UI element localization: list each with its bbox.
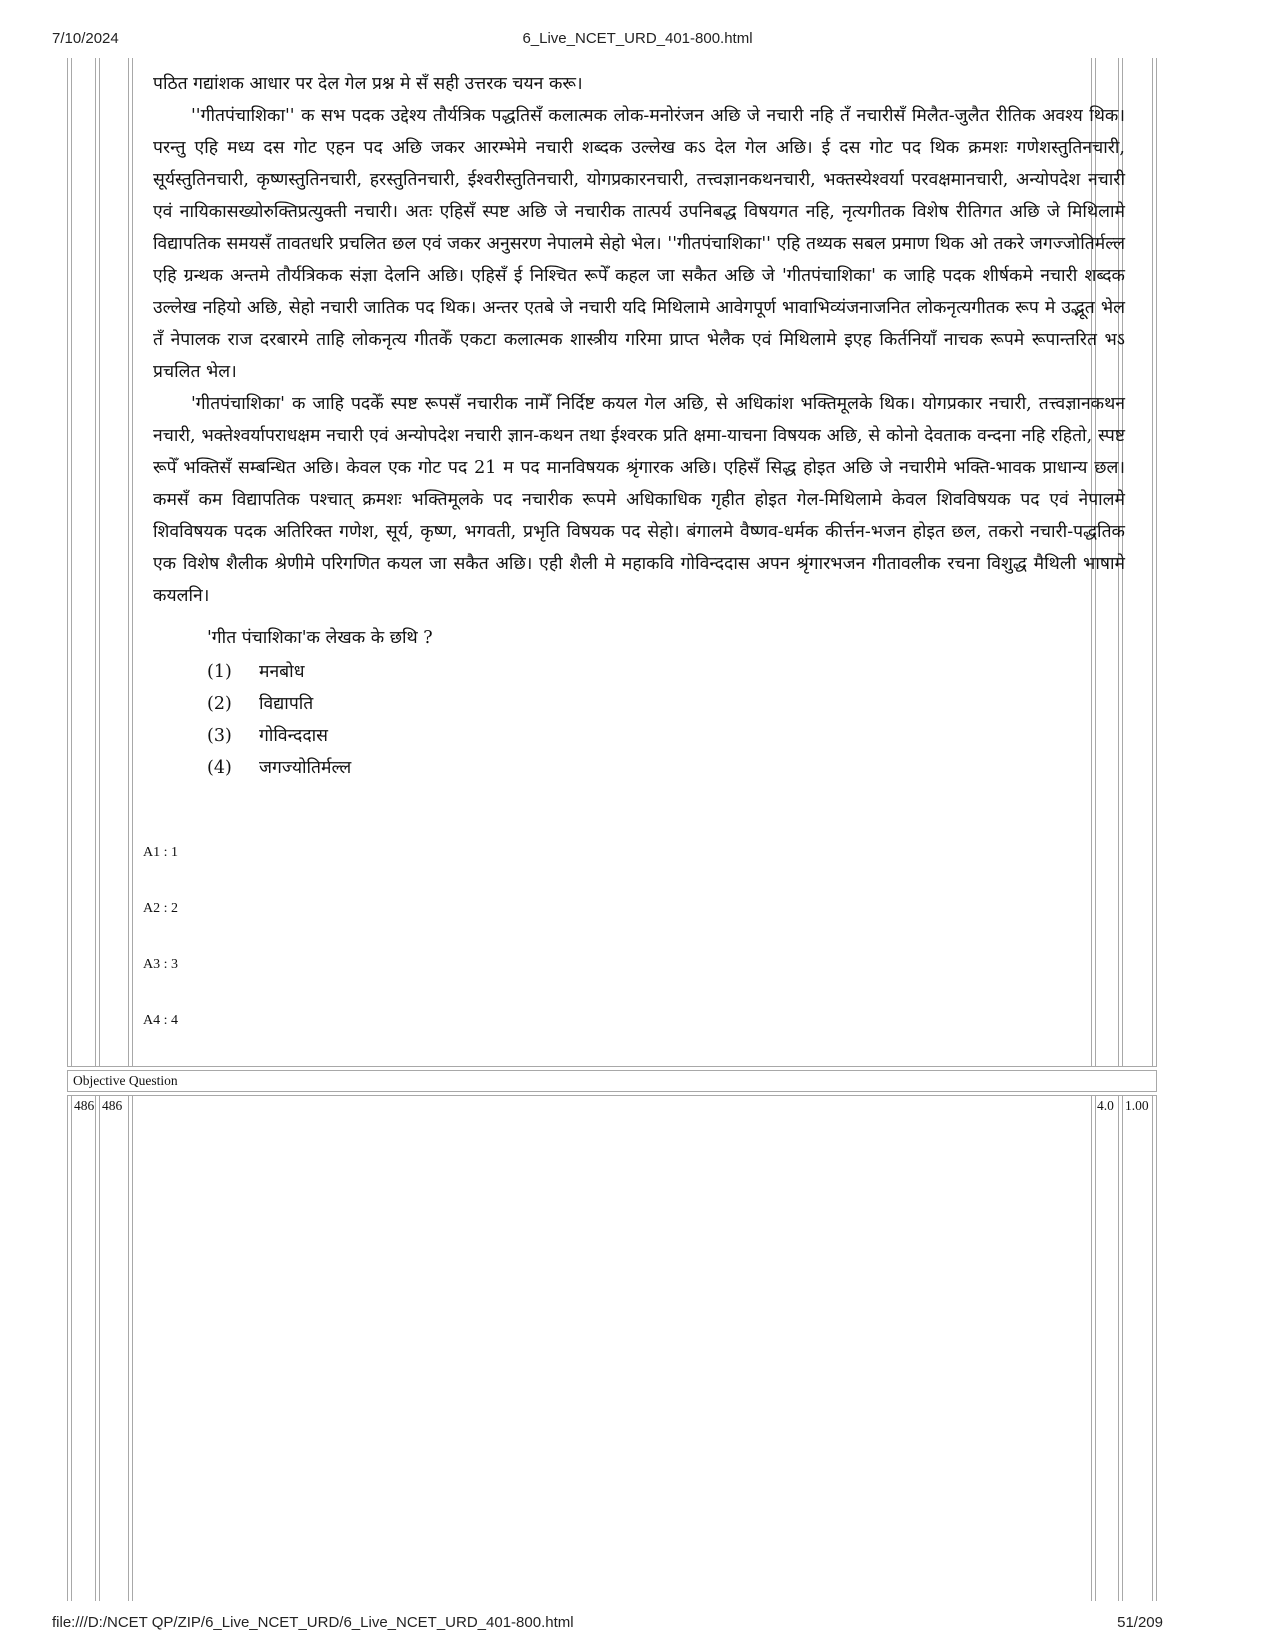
table-border [95,1095,96,1601]
question-type-label: Objective Question [73,1073,178,1088]
table-border [67,1066,1157,1067]
table-border [71,58,72,1066]
table-border [99,1095,100,1601]
table-border [1095,1095,1096,1601]
table-border [67,1095,1157,1096]
option-text: जगज्योतिर्मल्ल [259,758,352,778]
marks-value: 4.0 [1097,1098,1114,1113]
answer-item: A1 : 1 [143,845,178,860]
table-border [1152,1095,1153,1601]
table-border [99,58,100,1066]
option-text: मनबोध [259,662,305,682]
option-number: (2) [207,694,232,714]
table-border [67,1070,1157,1071]
option-item [207,752,1125,784]
answer-list [143,845,178,1069]
serial-number: 486 [74,1098,95,1113]
answer-item: A3 : 3 [143,957,178,972]
table-border [1156,1070,1157,1092]
table-border [1152,58,1153,1066]
question-id: 486 [102,1098,123,1113]
document-title: 6_Live_NCET_URD_401-800.html [522,30,753,47]
table-border [71,1095,72,1601]
page-number: 51/209 [1117,1614,1163,1631]
option-number: (3) [207,726,232,746]
options-list [153,656,1125,784]
question-text: 'गीत पंचाशिका'क लेखक के छथि ? [207,628,433,648]
question-cell [153,68,1125,784]
negative-marks-value: 1.00 [1125,1098,1149,1113]
file-path: file:///D:/NCET QP/ZIP/6_Live_NCET_URD/6_Live_NCET_URD_401-800.html [52,1614,574,1631]
table-border [67,1070,68,1092]
table-border [67,1091,1157,1092]
print-date: 7/10/2024 [52,30,119,47]
table-border [132,1095,133,1601]
table-border [132,58,133,1066]
table-border [67,1095,68,1601]
table-border [1156,1095,1157,1601]
option-text: गोविन्ददास [259,726,329,746]
table-border [1091,1095,1092,1601]
option-number: (4) [207,758,232,778]
table-border [128,58,129,1066]
answer-item: A4 : 4 [143,1013,178,1028]
table-border [128,1095,129,1601]
answer-item: A2 : 2 [143,901,178,916]
option-item [207,720,1125,752]
table-border [1122,1095,1123,1601]
table-border [67,58,68,1066]
passage-instruction: पठित गद्यांशक आधार पर देल गेल प्रश्न मे सँ सही उत्तरक चयन करू। [153,74,583,94]
passage-paragraph-1: ''गीतपंचाशिका'' क सभ पदक उद्देश्य तौर्यत्रिक पद्धतिसँ कलात्मक लोक-मनोरंजन अछि जे नचारी नहि तँ नचारीसँ मिलैत-जुलैत रीतिक अवश्य थिक। परन्तु एहि मध्य दस गोट एहन पद अछि जकर आरम्भेमे नचारी शब्दक उल्लेख कऽ देल गेल अछि। ई दस गोट पद थिक क्रमशः गणेशस्तुतिनचारी, सूर्यस्तुतिनचारी, कृष्णस्तुतिनचारी, हरस्तुतिनचारी, ईश्वरीस्तुतिनचारी, योगप्रकारनचारी, तत्त्वज्ञानकथनचारी, भक्तस्येश्वर्या परवक्षमानचारी, अन्योपदेश नचारी एवं नायिकासख्योरुक्तिप्रत्युक्ती नचारी। अतः एहिसँ स्पष्ट अछि जे नचारीक तात्पर्य उपनिबद्ध विषयगत नहि, नृत्यगीतक विशेष रीतिगत अछि जे मिथिलामे विद्यापतिक समयसँ तावतधरि प्रचलित छल एवं जकर अनुसरण नेपालमे सेहो भेल। ''गीतपंचाशिका'' एहि तथ्यक सबल प्रमाण थिक ओ तकरे जगज्जोतिर्मल्ल एहि ग्रन्थक अन्तमे तौर्यत्रिकक संज्ञा देलनि अछि। एहिसँ ई निश्चित रूपेँ कहल जा सकैत अछि जे 'गीतपंचाशिका' क जाहि पदक शीर्षकमे नचारी शब्दक उल्लेख नहियो अछि, सेहो नचारी जातिक पद थिक। अन्तर एतबे जे नचारी यदि मिथिलामे आवेगपूर्ण भावाभिव्यंजनाजनित लोकनृत्यगीतक रूप मे उद्भूत भेल तँ नेपालक राज दरबारमे ताहि लोकनृत्य गीतकेँ एकटा कलात्मक शास्त्रीय गरिमा प्राप्त भेलैक एवं मिथिलामे इएह किर्तनियाँ नाचक रूपमे रूपान्तरित भऽ प्रचलित भेल। [153,106,1125,382]
option-number: (1) [207,662,232,682]
table-border [95,58,96,1066]
passage-paragraph-2: 'गीतपंचाशिका' क जाहि पदकेँ स्पष्ट रूपसँ नचारीक नामेँ निर्दिष्ट कयल गेल अछि, से अधिकांश भक्तिमूलके थिक। योगप्रकार नचारी, तत्त्वज्ञानकथन नचारी, भक्तेश्वर्यापराधक्षम नचारी एवं अन्योपदेश नचारी ज्ञान-कथन तथा ईश्वरक प्रति क्षमा-याचना विषयक अछि, से कोनो देवताक वन्दना नहि रहितो, स्पष्ट रूपेँ भक्तिसँ सम्बन्धित अछि। केवल एक गोट पद 21 म पद मानविषयक श्रृंगारक अछि। एहिसँ सिद्ध होइत अछि जे नचारीमे भक्ति-भावक प्राधान्य छल। कमसँ कम विद्यापतिक पश्चात् क्रमशः भक्तिमूलके पद नचारीक रूपमे अधिकाधिक गृहीत होइत गेल-मिथिलामे केवल शिवविषयक पद एवं नेपालमे शिवविषयक पदक अतिरिक्त गणेश, सूर्य, कृष्ण, भगवती, प्रभृति विषयक पद सेहो। बंगालमे वैष्णव-धर्मक कीर्त्तन-भजन होइत छल, तकरो नचारी-पद्धतिक एक विशेष शैलीक श्रेणीमे परिगणित कयल जा सकैत अछि। एही शैली मे महाकवि गोविन्ददास अपन श्रृंगारभजन गीतावलीक रचना विशुद्ध मैथिली भाषामे कयलनि। [153,394,1125,606]
option-item [207,688,1125,720]
option-text: विद्यापति [259,694,314,714]
table-border [1156,58,1157,1066]
table-border [1118,1095,1119,1601]
option-item [207,656,1125,688]
